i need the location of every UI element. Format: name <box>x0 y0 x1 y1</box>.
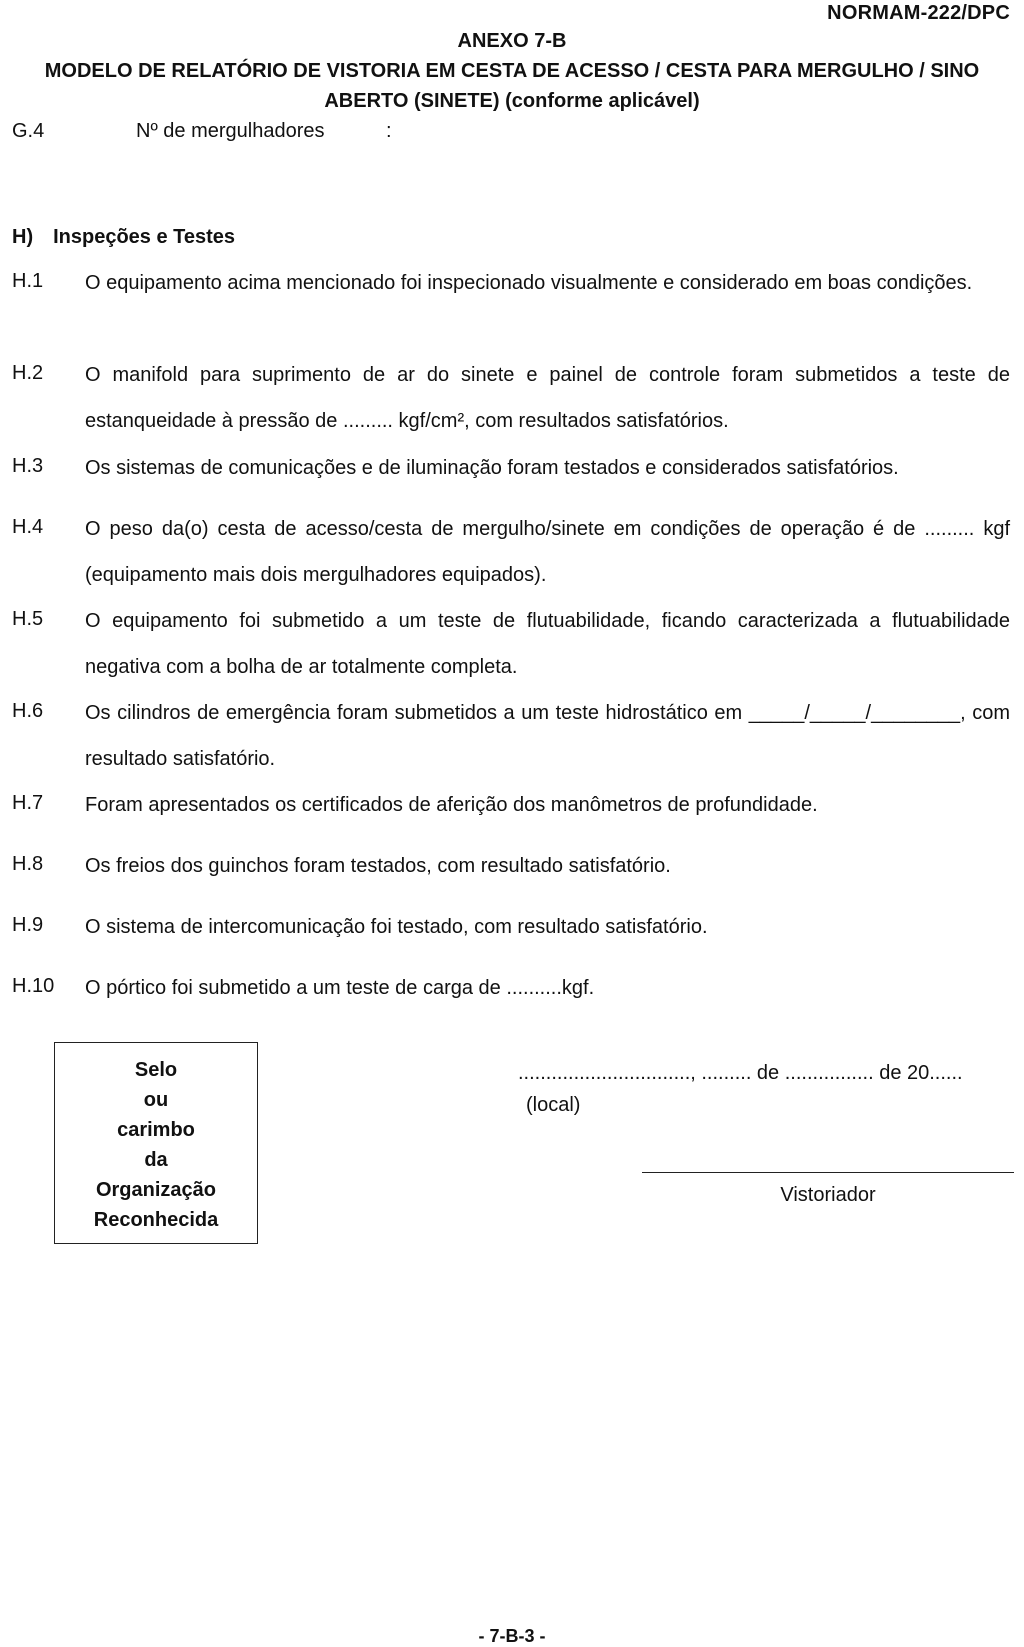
list-item <box>12 260 1010 306</box>
seal-line: da <box>144 1149 168 1171</box>
g4-number: G.4 <box>12 120 45 142</box>
list-item <box>12 352 1010 444</box>
report-title-line-2: ABERTO (SINETE) (conforme aplicável) <box>324 90 700 112</box>
item-text: O equipamento foi submetido a um teste de flutuabilidade, ficando caracterizada a flutuabilidade negativa com a bolha de ar totalmente completa. <box>85 610 1010 678</box>
item-text: O equipamento acima mencionado foi inspecionado visualmente e considerado em boas condições. <box>85 272 973 294</box>
list-item <box>12 506 1010 598</box>
annex-title: ANEXO 7-B <box>457 30 567 52</box>
item-text: O sistema de intercomunicação foi testado, com resultado satisfatório. <box>85 916 708 938</box>
item-text: O pórtico foi submetido a um teste de carga de ..........kgf. <box>85 977 595 999</box>
seal-line: Reconhecida <box>93 1209 219 1231</box>
signer-label: Vistoriador <box>780 1184 876 1206</box>
local-label: (local) <box>526 1094 581 1116</box>
seal-line: Selo <box>134 1059 178 1081</box>
item-text: Foram apresentados os certificados de aferição dos manômetros de profundidade. <box>85 794 818 816</box>
g4-colon: : <box>386 120 392 142</box>
document-code: NORMAM-222/DPC <box>827 2 1010 24</box>
item-text: O manifold para suprimento de ar do sinete e painel de controle foram submetidos a teste de estanqueidade à pressão de ......... kgf/cm², com resultados satisfatórios. <box>85 364 1010 432</box>
list-item <box>12 853 1010 879</box>
place-date-line: ..............................., ......... de ................ de 20...... <box>518 1062 963 1084</box>
item-number: H.8 <box>12 853 44 875</box>
list-item <box>12 455 1010 481</box>
item-number: H.3 <box>12 455 44 477</box>
item-number: H.7 <box>12 792 44 814</box>
item-text: Os freios dos guinchos foram testados, com resultado satisfatório. <box>85 855 671 877</box>
list-item <box>12 598 1010 690</box>
item-number: H.10 <box>12 975 55 997</box>
signature-line <box>642 1172 1014 1173</box>
item-number: H.9 <box>12 914 44 936</box>
item-text: O peso da(o) cesta de acesso/cesta de mergulho/sinete em condições de operação é de ......... kgf (equipamento mais dois mergulhadores equipados). <box>85 518 1010 586</box>
item-number: H.5 <box>12 608 44 630</box>
section-heading <box>12 226 235 249</box>
seal-line: carimbo <box>117 1119 195 1141</box>
item-number: H.1 <box>12 270 44 292</box>
seal-line: ou <box>143 1089 169 1111</box>
item-text: Os cilindros de emergência foram submetidos a um teste hidrostático em _____/_____/________, com resultado satisfatório. <box>85 702 1010 770</box>
list-item <box>12 975 1010 1001</box>
item-text: Os sistemas de comunicações e de iluminação foram testados e considerados satisfatórios. <box>85 457 899 479</box>
seal-stamp-box <box>54 1042 258 1244</box>
list-item <box>12 792 1010 818</box>
seal-line: Organização <box>95 1179 217 1201</box>
report-title-line-1: MODELO DE RELATÓRIO DE VISTORIA EM CESTA DE ACESSO / CESTA PARA MERGULHO / SINO <box>44 60 980 82</box>
section-title: Inspeções e Testes <box>53 226 236 248</box>
list-item <box>12 690 1010 782</box>
list-item <box>12 914 1010 940</box>
section-marker: H) <box>12 226 34 248</box>
item-number: H.6 <box>12 700 44 722</box>
item-number: H.2 <box>12 362 44 384</box>
page-number: - 7-B-3 - <box>478 1626 546 1646</box>
g4-label: Nº de mergulhadores <box>136 120 325 142</box>
item-number: H.4 <box>12 516 44 538</box>
